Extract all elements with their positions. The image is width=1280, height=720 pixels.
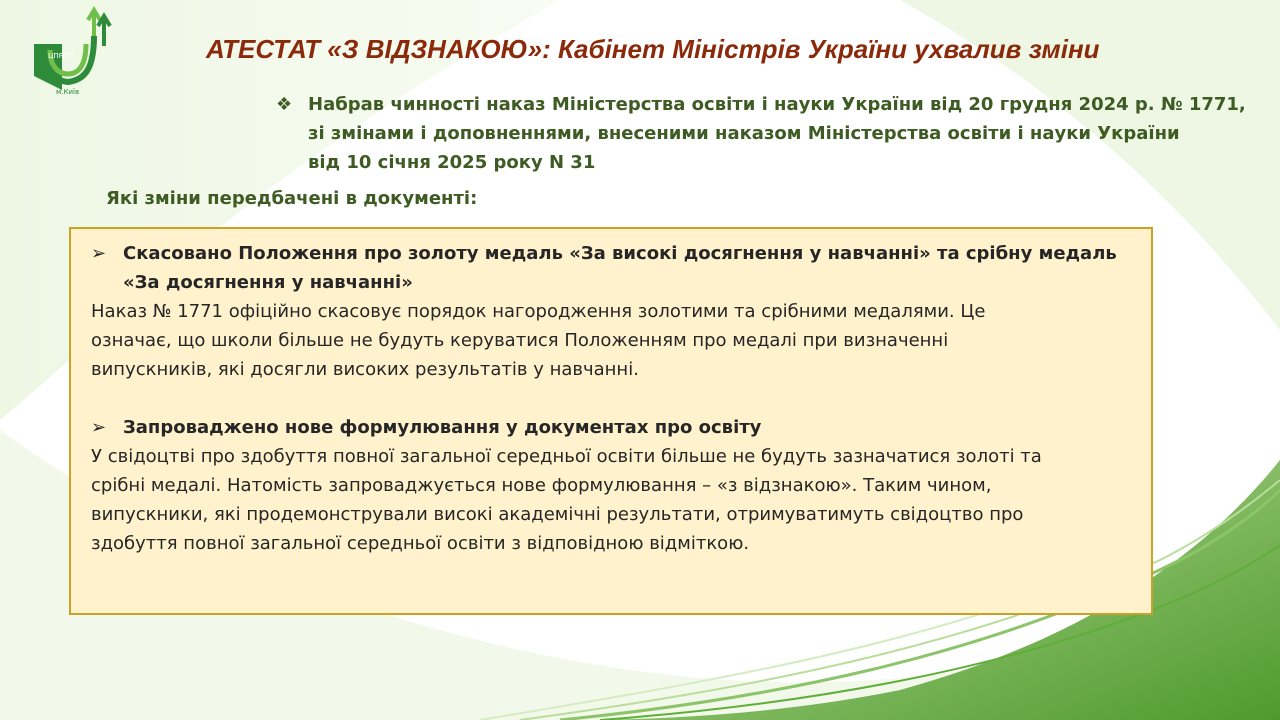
page-title: АТЕСТАТ «З ВІДЗНАКОЮ»: Кабінет Міністрів України ухвалив зміни: [206, 34, 1100, 64]
intro-line: від 10 січня 2025 року N 31: [308, 152, 596, 173]
logo-text-bottom: м.Київ: [56, 88, 80, 96]
point-heading-line: Запроваджено нове формулювання у документах про освіту: [123, 417, 762, 438]
intro-line: зі змінами і доповненнями, внесеними наказом Міністерства освіти і науки України: [308, 123, 1180, 144]
changes-subheading: Які зміни передбачені в документі:: [106, 188, 478, 209]
spacer: [91, 384, 1131, 413]
point-heading: [91, 413, 1131, 442]
point-heading-line: «За досягнення у навчанні»: [123, 272, 413, 293]
arrow-bullet-icon: ➢: [91, 417, 107, 438]
point-heading-line: Скасовано Положення про золоту медаль «За високі досягнення у навчанні» та срібну медаль: [123, 243, 1117, 264]
point-body-line: Наказ № 1771 офіційно скасовує порядок нагородження золотими та срібними медалями. Це: [91, 301, 986, 322]
point-body-line: означає, що школи більше не будуть керуватися Положенням про медалі при визначенні: [91, 330, 949, 351]
point-body: [91, 442, 1131, 558]
organization-logo: [28, 6, 112, 104]
point-body-line: випускники, які продемонстрували високі академічні результати, отримуватимуть свідоцтво про: [91, 504, 1024, 525]
diamond-bullet-icon: ❖: [276, 94, 293, 115]
intro-block: [276, 90, 1256, 177]
arrow-bullet-icon: ➢: [91, 243, 107, 264]
changes-box: [69, 227, 1153, 615]
logo-text-top: ЦПРПП: [48, 52, 74, 60]
intro-text: [308, 90, 1256, 177]
point-heading: [91, 239, 1131, 297]
point-body: [91, 297, 1131, 384]
point-body-line: здобуття повної загальної середньої освіти з відповідною відміткою.: [91, 533, 750, 554]
point-body-line: срібні медалі. Натомість запроваджується нове формулювання – «з відзнакою». Таким чином,: [91, 475, 992, 496]
intro-line: Набрав чинності наказ Міністерства освіти і науки України від 20 грудня 2024 р. № 1771,: [308, 94, 1246, 115]
point-body-line: випускників, які досягли високих результатів у навчанні.: [91, 359, 639, 380]
point-body-line: У свідоцтві про здобуття повної загальної середньої освіти більше не будуть зазначатися золоті та: [91, 446, 1042, 467]
